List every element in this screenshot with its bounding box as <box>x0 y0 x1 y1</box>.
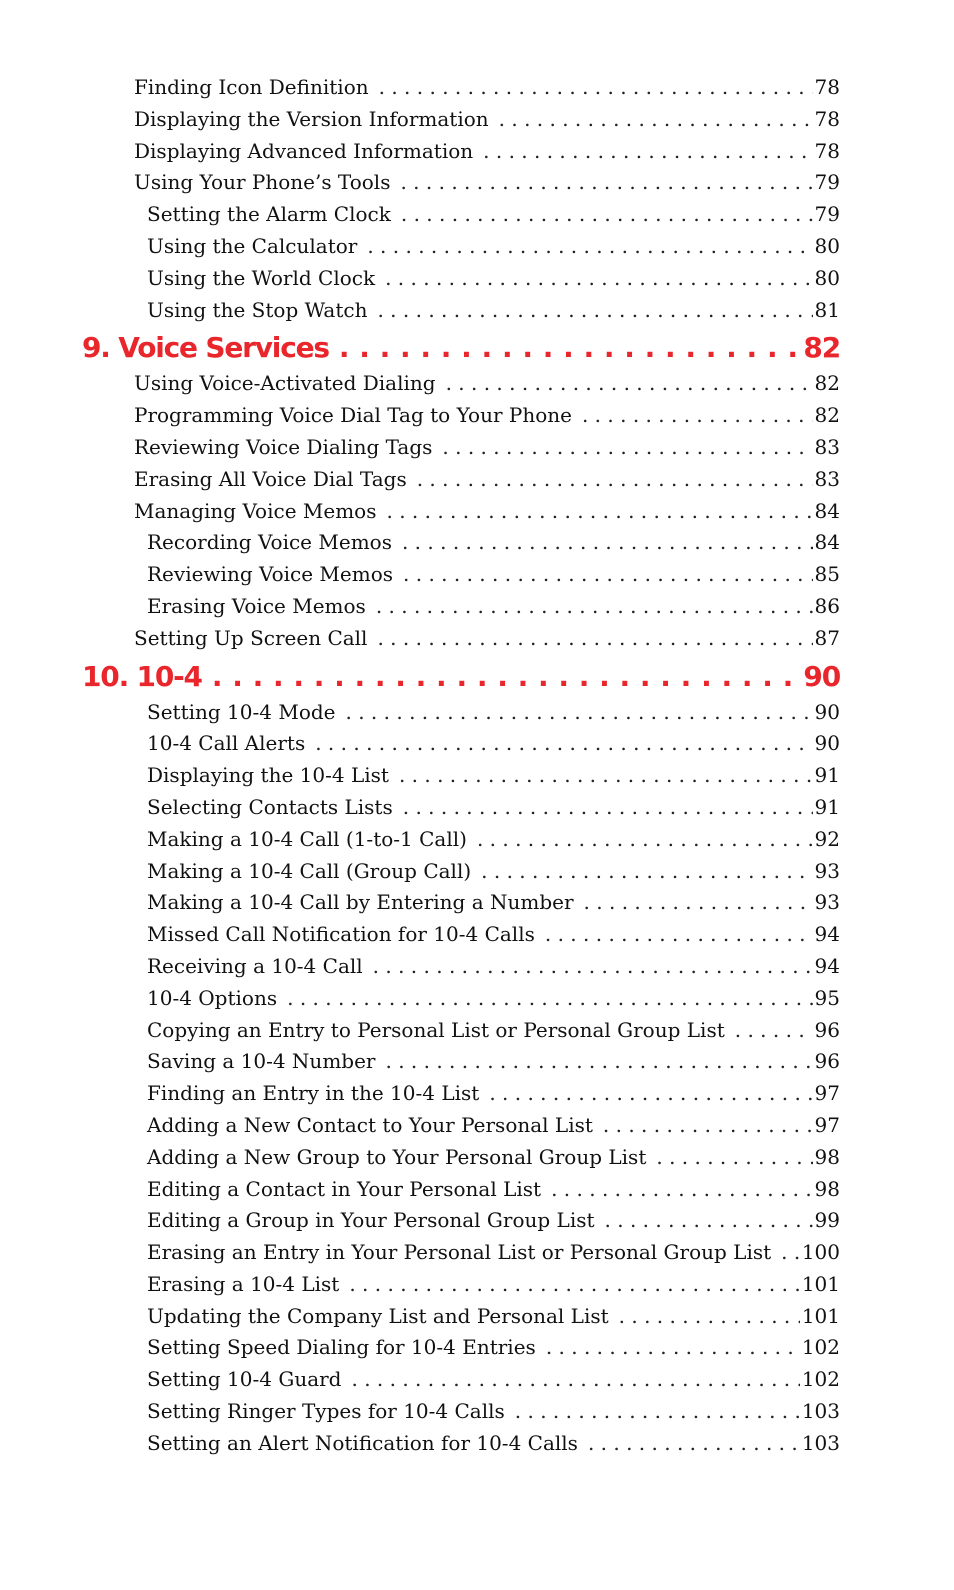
toc-entry[interactable] <box>147 1142 840 1174</box>
toc-entry-title: Copying an Entry to Personal List or Personal Group List <box>147 1017 725 1042</box>
toc-entry-page-number: 78 <box>814 138 840 163</box>
chapter-page-number: 82 <box>803 331 840 365</box>
dot-leader <box>367 231 812 263</box>
toc-entry-page-number: 82 <box>814 371 840 396</box>
toc-entry-title: Reviewing Voice Memos <box>147 562 394 587</box>
toc-entry-page-number: 102 <box>801 1335 840 1360</box>
dot-leader <box>551 1174 812 1206</box>
toc-entry[interactable] <box>147 919 840 951</box>
dot-leader <box>588 1428 800 1460</box>
toc-entry-page-number: 99 <box>814 1208 840 1233</box>
toc-entry-page-number: 79 <box>814 170 840 195</box>
dot-leader <box>489 1078 812 1110</box>
toc-entry-page-number: 87 <box>814 625 840 650</box>
toc-entry[interactable] <box>134 167 840 199</box>
toc-entry-page-number: 101 <box>801 1271 840 1296</box>
toc-entry-page-number: 85 <box>814 562 840 587</box>
toc-entry[interactable] <box>147 728 840 760</box>
table-of-contents <box>82 72 840 1460</box>
toc-entry-page-number: 80 <box>814 265 840 290</box>
toc-entry[interactable] <box>147 1428 840 1460</box>
dot-leader <box>603 1110 813 1142</box>
chapter-title: 9. Voice Services <box>82 331 329 365</box>
toc-entry[interactable] <box>147 1205 840 1237</box>
toc-entry-page-number: 94 <box>814 953 840 978</box>
toc-entry-title: Programming Voice Dial Tag to Your Phone <box>134 403 572 428</box>
dot-leader <box>546 1332 800 1364</box>
toc-entry[interactable] <box>147 824 840 856</box>
toc-entry[interactable] <box>147 697 840 729</box>
toc-entry[interactable] <box>147 1332 840 1364</box>
dot-leader <box>417 464 813 496</box>
dot-leader <box>446 368 813 400</box>
toc-entry-title: Setting Ringer Types for 10-4 Calls <box>147 1399 505 1424</box>
toc-entry-title: Setting an Alert Notification for 10-4 Calls <box>147 1430 578 1455</box>
toc-entry-title: Using Voice-Activated Dialing <box>134 371 436 396</box>
toc-entry[interactable] <box>147 983 840 1015</box>
toc-entry-title: Missed Call Notification for 10-4 Calls <box>147 922 535 947</box>
dot-leader <box>499 104 813 136</box>
dot-leader <box>605 1205 813 1237</box>
toc-entry-title: Setting 10-4 Guard <box>147 1367 342 1392</box>
toc-entry-page-number: 96 <box>814 1049 840 1074</box>
chapter-title: 10. 10-4 <box>82 659 202 693</box>
toc-entry[interactable] <box>134 368 840 400</box>
toc-entry-title: Selecting Contacts Lists <box>147 794 393 819</box>
toc-entry-page-number: 84 <box>814 530 840 555</box>
toc-entry-page-number: 79 <box>814 202 840 227</box>
toc-entry-title: Making a 10-4 Call (1-to-1 Call) <box>147 826 467 851</box>
dot-leader <box>346 697 813 729</box>
dot-leader <box>403 792 813 824</box>
toc-entry[interactable] <box>134 432 840 464</box>
toc-entry-title: Editing a Contact in Your Personal List <box>147 1176 542 1201</box>
toc-entry-title: Making a 10-4 Call by Entering a Number <box>147 890 574 915</box>
toc-entry-page-number: 101 <box>801 1303 840 1328</box>
toc-entry-page-number: 82 <box>814 403 840 428</box>
toc-entry-page-number: 102 <box>801 1367 840 1392</box>
toc-entry-page-number: 103 <box>801 1399 840 1424</box>
toc-entry-page-number: 96 <box>814 1017 840 1042</box>
toc-entry[interactable] <box>147 199 840 231</box>
toc-entry-page-number: 81 <box>814 297 840 322</box>
toc-entry-title: Setting 10-4 Mode <box>147 699 336 724</box>
toc-entry-title: Receiving a 10-4 Call <box>147 953 363 978</box>
toc-entry-title: Displaying the 10-4 List <box>147 763 389 788</box>
toc-entry[interactable] <box>147 1174 840 1206</box>
toc-entry-title: Managing Voice Memos <box>134 498 377 523</box>
toc-entry[interactable] <box>134 623 840 655</box>
toc-entry[interactable] <box>147 559 840 591</box>
toc-entry[interactable] <box>147 856 840 888</box>
toc-entry-title: Erasing Voice Memos <box>147 593 366 618</box>
toc-entry-title: Using the Calculator <box>147 233 358 258</box>
toc-entry-page-number: 90 <box>814 699 840 724</box>
toc-entry-title: 10-4 Options <box>147 985 278 1010</box>
toc-entry-page-number: 94 <box>814 922 840 947</box>
dot-leader <box>781 1237 800 1269</box>
dot-leader <box>373 951 813 983</box>
toc-entry-title: Using Your Phone’s Tools <box>134 170 391 195</box>
dot-leader <box>377 295 812 327</box>
toc-entry-page-number: 91 <box>814 794 840 819</box>
toc-entry[interactable] <box>147 1078 840 1110</box>
dot-leader <box>379 72 813 104</box>
toc-entry-title: Recording Voice Memos <box>147 530 392 555</box>
dot-leader <box>377 623 812 655</box>
dot-leader <box>735 1015 813 1047</box>
dot-leader <box>401 199 813 231</box>
chapter-heading[interactable] <box>82 657 840 697</box>
toc-entry[interactable] <box>147 295 840 327</box>
toc-entry[interactable] <box>134 400 840 432</box>
dot-leader <box>515 1396 800 1428</box>
toc-entry-page-number: 86 <box>814 593 840 618</box>
toc-entry-title: Adding a New Contact to Your Personal List <box>147 1112 593 1137</box>
toc-entry-page-number: 93 <box>814 858 840 883</box>
toc-entry-page-number: 100 <box>801 1240 840 1265</box>
toc-entry-title: Using the Stop Watch <box>147 297 368 322</box>
toc-entry-page-number: 98 <box>814 1144 840 1169</box>
toc-entry-page-number: 97 <box>814 1081 840 1106</box>
toc-entry-title: Displaying Advanced Information <box>134 138 474 163</box>
toc-entry[interactable] <box>147 1396 840 1428</box>
toc-entry[interactable] <box>147 591 840 623</box>
toc-entry-title: Using the World Clock <box>147 265 376 290</box>
toc-entry-page-number: 80 <box>814 233 840 258</box>
toc-entry-title: Setting Up Screen Call <box>134 625 368 650</box>
toc-entry[interactable] <box>147 1015 840 1047</box>
toc-entry-title: 10-4 Call Alerts <box>147 731 306 756</box>
toc-entry-page-number: 93 <box>814 890 840 915</box>
dot-leader <box>400 167 812 199</box>
toc-entry-title: Making a 10-4 Call (Group Call) <box>147 858 472 883</box>
dot-leader <box>619 1301 800 1333</box>
dot-leader <box>483 136 812 168</box>
toc-entry[interactable] <box>147 760 840 792</box>
dot-leader <box>349 1269 799 1301</box>
dot-leader <box>582 400 813 432</box>
toc-entry[interactable] <box>147 527 840 559</box>
toc-entry[interactable] <box>134 72 840 104</box>
toc-entry-title: Reviewing Voice Dialing Tags <box>134 434 433 459</box>
toc-entry-title: Erasing a 10-4 List <box>147 1271 340 1296</box>
toc-entry-title: Erasing All Voice Dial Tags <box>134 466 407 491</box>
toc-entry-page-number: 78 <box>814 106 840 131</box>
dot-leader <box>385 263 812 295</box>
dot-leader <box>315 728 812 760</box>
toc-entry[interactable] <box>134 464 840 496</box>
toc-entry[interactable] <box>147 263 840 295</box>
dot-leader <box>481 856 812 888</box>
toc-entry-title: Setting the Alarm Clock <box>147 202 391 227</box>
toc-entry-page-number: 95 <box>814 985 840 1010</box>
toc-entry[interactable] <box>134 104 840 136</box>
toc-entry[interactable] <box>134 496 840 528</box>
dot-leader <box>339 328 802 368</box>
toc-entry[interactable] <box>147 1301 840 1333</box>
toc-entry-title: Finding an Entry in the 10-4 List <box>147 1081 480 1106</box>
toc-entry[interactable] <box>147 231 840 263</box>
toc-entry-title: Displaying the Version Information <box>134 106 489 131</box>
dot-leader <box>212 657 802 697</box>
toc-entry[interactable] <box>147 1046 840 1078</box>
dot-leader <box>656 1142 812 1174</box>
toc-entry-title: Erasing an Entry in Your Personal List or Personal Group List <box>147 1240 772 1265</box>
dot-leader <box>442 432 812 464</box>
toc-entry-page-number: 103 <box>801 1430 840 1455</box>
dot-leader <box>584 887 813 919</box>
toc-entry[interactable] <box>147 1237 840 1269</box>
toc-entry-title: Updating the Company List and Personal List <box>147 1303 609 1328</box>
toc-entry-page-number: 90 <box>814 731 840 756</box>
toc-entry[interactable] <box>147 1110 840 1142</box>
toc-entry-page-number: 84 <box>814 498 840 523</box>
toc-entry-title: Setting Speed Dialing for 10-4 Entries <box>147 1335 536 1360</box>
toc-entry-title: Adding a New Group to Your Personal Group List <box>147 1144 647 1169</box>
toc-entry-page-number: 83 <box>814 466 840 491</box>
dot-leader <box>403 559 813 591</box>
toc-entry[interactable] <box>147 1364 840 1396</box>
toc-entry[interactable] <box>147 792 840 824</box>
toc-entry-page-number: 91 <box>814 763 840 788</box>
chapter-heading[interactable] <box>82 328 840 368</box>
toc-entry-page-number: 78 <box>814 75 840 99</box>
toc-entry[interactable] <box>134 136 840 168</box>
toc-entry[interactable] <box>147 887 840 919</box>
dot-leader <box>385 1046 812 1078</box>
dot-leader <box>386 496 812 528</box>
dot-leader <box>376 591 813 623</box>
chapter-page-number: 90 <box>803 659 840 693</box>
toc-entry-title: Saving a 10-4 Number <box>147 1049 376 1074</box>
dot-leader <box>477 824 813 856</box>
toc-entry-page-number: 98 <box>814 1176 840 1201</box>
dot-leader <box>545 919 813 951</box>
dot-leader <box>402 527 813 559</box>
dot-leader <box>287 983 812 1015</box>
toc-entry-title: Editing a Group in Your Personal Group List <box>147 1208 595 1233</box>
toc-entry-page-number: 92 <box>814 826 840 851</box>
dot-leader <box>351 1364 799 1396</box>
toc-entry-page-number: 83 <box>814 434 840 459</box>
toc-entry-page-number: 97 <box>814 1112 840 1137</box>
toc-entry-title: Finding Icon Definition <box>134 75 369 99</box>
toc-entry[interactable] <box>147 951 840 983</box>
toc-entry[interactable] <box>147 1269 840 1301</box>
dot-leader <box>399 760 813 792</box>
